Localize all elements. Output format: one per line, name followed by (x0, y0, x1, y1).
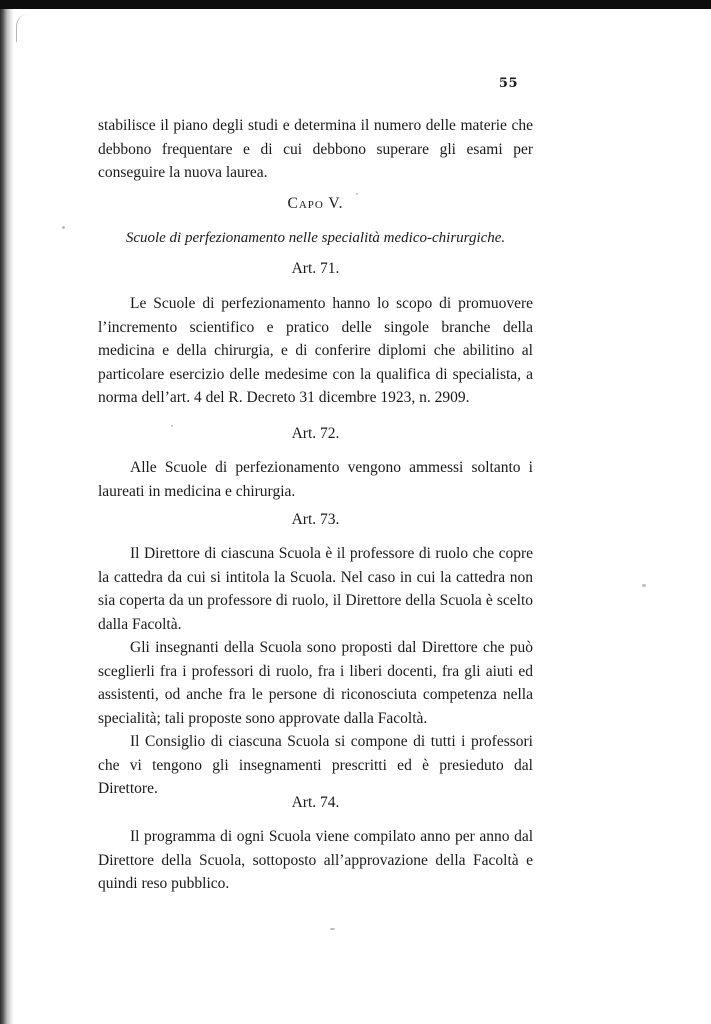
article-heading: Art. 71. (291, 260, 340, 277)
scan-speck (62, 226, 65, 229)
page-number: 55 (498, 76, 518, 91)
paragraph: Il Direttore di ciascuna Scuola è il professore di ruolo che copre la cattedra da cui si intitola la Scuola. Nel caso in cui la cattedra non sia coperta da un professore di ruolo, il Direttore della Scuola è scelto dalla Facoltà. (98, 545, 533, 633)
intro-text (98, 114, 533, 185)
article-body (98, 542, 533, 801)
chapter-title: Capo V. (287, 195, 344, 212)
scan-speck (642, 584, 646, 587)
book-binding-edge (0, 9, 14, 1024)
article-body (98, 292, 533, 410)
paragraph: Gli insegnanti della Scuola sono proposti dal Direttore che può sceglierli fra i professori di ruolo, fra i liberi docenti, fra gli aiuti ed assistenti, od anche fra le persone di riconosciuta competenza nella specialità; tali proposte sono approvate dalla Facoltà. (98, 639, 533, 727)
chapter-subtitle: Scuole di perfezionamento nelle specialità medico-chirurgiche. (125, 230, 506, 246)
article-heading: Art. 73. (291, 511, 340, 528)
article-heading: Art. 74. (291, 794, 340, 811)
article-body (98, 456, 533, 503)
paragraph: Alle Scuole di perfezionamento vengono ammessi soltanto i laureati in medicina e chirurgia. (98, 459, 533, 500)
paragraph: Il Consiglio di ciascuna Scuola si compone di tutti i professori che vi tengono gli insegnamenti prescritti ed è presieduto dal Direttore. (98, 733, 533, 797)
paragraph: stabilisce il piano degli studi e determina il numero delle materie che debbono frequentare e di cui debbono superare gli esami per conseguire la nuova laurea. (98, 117, 533, 181)
scan-top-border (0, 0, 711, 9)
article-heading: Art. 72. (291, 425, 340, 442)
article-body (98, 825, 533, 896)
scan-speck (330, 928, 335, 930)
paragraph: Le Scuole di perfezionamento hanno lo scopo di promuovere l’incremento scientifico e pratico delle singole branche della medicina e della chirurgia, e di conferire diplomi che abilitino al particolare esercizio delle medesime con la qualifica di specialista, a norma dell’art. 4 del R. Decreto 31 dicembre 1923, n. 2909. (98, 295, 533, 406)
paragraph: Il programma di ogni Scuola viene compilato anno per anno dal Direttore della Scuola, sottoposto all’approvazione della Facoltà e quindi reso pubblico. (98, 828, 533, 892)
binding-mark (16, 14, 35, 42)
